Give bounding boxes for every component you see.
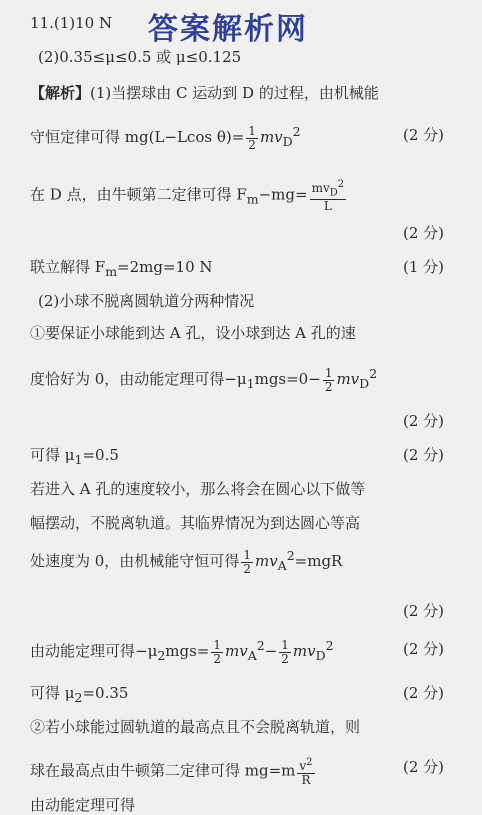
score-label: (2 分) bbox=[402, 446, 444, 464]
score-label: (2 分) bbox=[402, 684, 444, 702]
answer-line: ②若小球能过圆轨道的最高点且不会脱离轨道，则 bbox=[30, 718, 361, 736]
answer-line: 联立解得 $F_m=2mg=10$ N bbox=[30, 258, 213, 279]
answer-line: 由动能定理可得$-\mu_2mgs=$ $\frac{1}{2}$ $mv_A^2-$ $\frac{1}{2}$ $mv_D^2$ bbox=[30, 637, 334, 666]
answer-line: (2)小球不脱离圆轨道分两种情况 bbox=[38, 292, 255, 310]
answer-line: 【解析】(1)当摆球由 C 运动到 D 的过程，由机械能 bbox=[30, 84, 379, 102]
score-label: (2 分) bbox=[402, 640, 444, 658]
answer-line: 由动能定理可得 bbox=[30, 796, 136, 814]
score-label: (2 分) bbox=[402, 224, 444, 242]
answer-line: 球在最高点由牛顿第二定律可得 mg=m $\frac{v^2}{R}$ bbox=[30, 757, 313, 787]
score-label: (1 分) bbox=[402, 258, 444, 276]
answer-line: ①要保证小球能到达 A 孔，设小球到达 A 孔的速 bbox=[30, 324, 356, 342]
answer-line: 11.(1)10 N bbox=[30, 14, 113, 32]
answer-line: 可得 $\mu_1=0.5$ bbox=[30, 446, 119, 467]
answer-line: 在 D 点，由牛顿第二定律可得 $F_m-mg=$ $\frac{mv_D^2}{L}$ bbox=[30, 179, 345, 214]
answer-line: (2)0.35≤μ≤0.5 或 μ≤0.125 bbox=[38, 48, 242, 66]
score-label: (2 分) bbox=[402, 758, 444, 776]
answer-line: 处速度为 0，由机械能守恒可得 $\frac{1}{2}$ $mv_A^2=mgR$ bbox=[30, 547, 343, 576]
answer-line: 度恰好为 0，由动能定理可得$-\mu_1mgs=0-$ $\frac{1}{2}$ $mv_D^2$ bbox=[30, 365, 378, 394]
score-label: (2 分) bbox=[402, 602, 444, 620]
answer-line: 守恒定律可得 mg(L−Lcos θ)= $\frac{1}{2}$ $mv_D^2$ bbox=[30, 123, 301, 152]
answer-line: 可得 $\mu_2=0.35$ bbox=[30, 684, 129, 705]
answer-line: 幅摆动，不脱离轨道。其临界情况为到达圆心等高 bbox=[30, 514, 361, 532]
score-label: (2 分) bbox=[402, 412, 444, 430]
watermark: 答案解析网 bbox=[148, 12, 308, 47]
answer-line: 若进入 A 孔的速度较小，那么将会在圆心以下做等 bbox=[30, 480, 366, 498]
score-label: (2 分) bbox=[402, 126, 444, 144]
